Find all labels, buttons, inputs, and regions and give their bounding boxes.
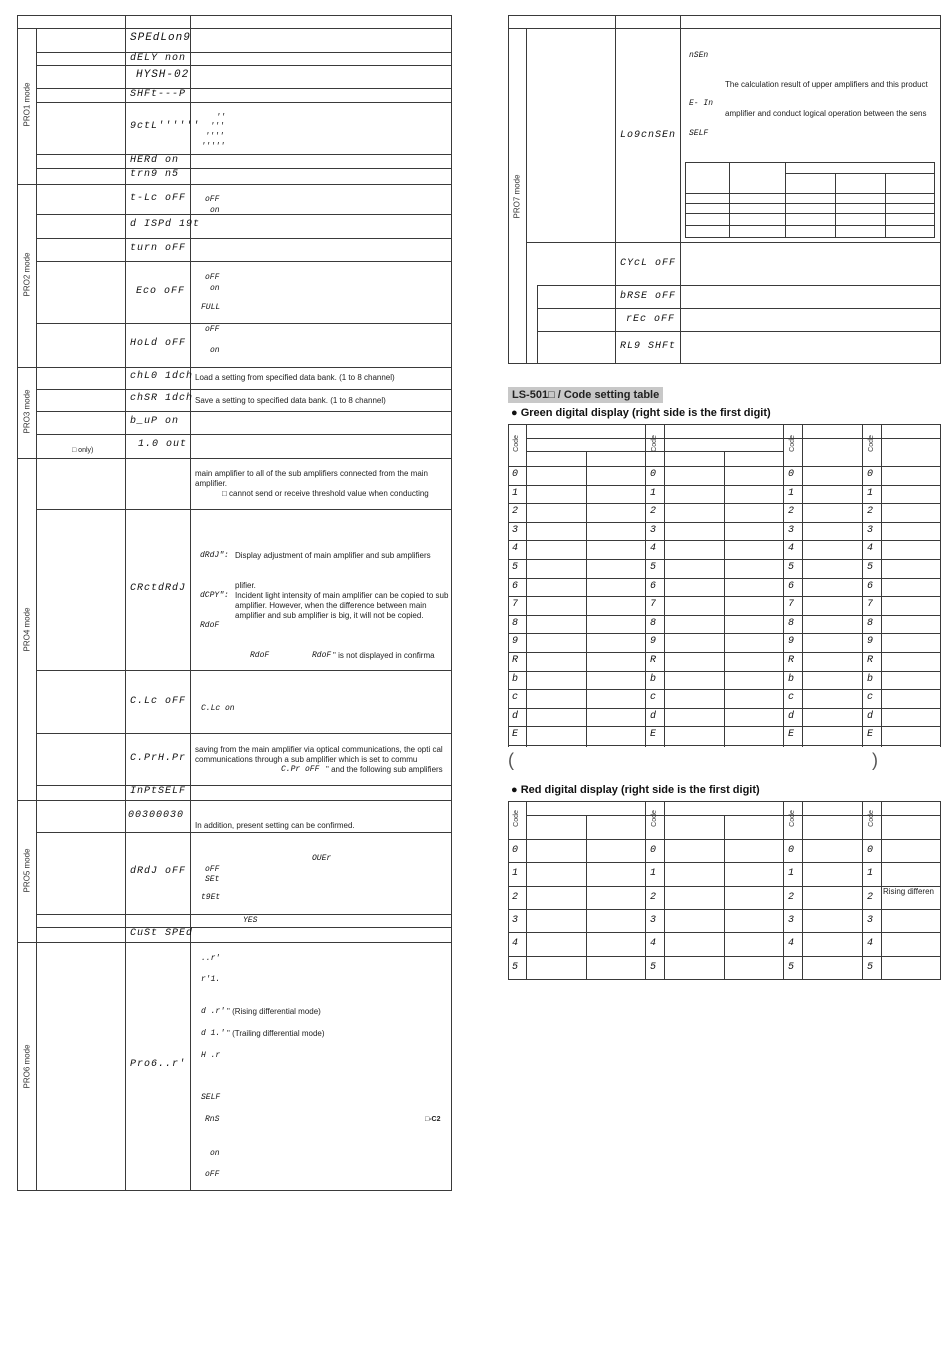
pro2-code-tlc: t-Lc oFF [130,193,187,204]
mode-label-pro3: PRO3 mode [22,389,32,434]
pro4-not-displayed: " is not displayed in confirma [333,651,435,660]
red-code-header-1: Code [512,810,520,827]
green-code-cell: b [512,673,519,685]
green-paren-close: ) [872,750,878,770]
red-code-cell: 1 [650,868,657,880]
red-code-cell: 4 [867,938,874,950]
red-code-cell: 0 [512,845,519,856]
red-code-cell: 5 [867,961,874,973]
pro2-hold-on: on [210,346,220,355]
pro2-tlc-on: on [210,206,220,215]
pro4-threshold-text: □ cannot send or receive threshold value when conducting [222,489,429,498]
green-code-cell: 8 [867,617,874,629]
pro6-item-on: on [210,1149,220,1158]
red-code-cell: 3 [788,914,795,926]
pro7-code-cycl: CYcL oFF [620,258,677,269]
pro1-code-gctl: 9ctL'''''' [130,121,201,132]
pro2-eco-on: on [210,284,220,293]
mode-label-pro4: PRO4 mode [22,607,32,652]
red-code-header-2: Code [650,810,658,827]
pro4-following: " and the following sub amplifiers [326,765,443,774]
red-code-cell: 0 [650,845,657,856]
pro5-dadj-off: oFF [205,865,220,874]
pro4-cpr-off: C.Pr oFF [281,765,320,774]
pro4-saving-text: saving from the main amplifier via optical communications, the opti cal communications through a sub amplifier which is set to commu [195,745,443,764]
green-code-cell: 6 [512,580,519,592]
pro4-dadj-label: dRdJ": [200,551,229,560]
pro1-code-trng: trn9 n5 [130,169,180,180]
green-code-cell: 1 [867,487,874,499]
green-code-cell: b [650,673,657,685]
red-code-cell: 5 [788,961,795,973]
pro6-c2: □-C2 [425,1116,441,1123]
green-code-cell: d [650,710,657,722]
pro4-adof-2: RdoF [250,651,270,660]
pro5-yes: YES [243,916,258,925]
red-code-cell: 1 [867,868,874,880]
green-code-cell: 1 [650,487,657,499]
pro7-logic-text-2: amplifier and conduct logical operation between the sens [725,109,927,118]
red-code-cell: 2 [512,891,519,903]
red-code-header-3: Code [788,810,796,827]
red-code-cell: 0 [788,845,795,856]
red-display-heading: ● Red digital display (right side is the first digit) [511,784,760,796]
red-code-cell: 5 [512,961,519,973]
green-code-cell: 6 [650,580,657,592]
green-code-cell: 8 [650,617,657,629]
pro3-load-note: Load a setting from specified data bank. (1 to 8 channel) [195,373,395,382]
green-code-cell: 8 [512,617,519,629]
pro6-item-off: oFF [205,1170,220,1179]
green-code-cell: R [788,655,795,666]
pro3-code-io: 1.0 out [138,439,188,450]
green-code-cell: 2 [512,506,519,518]
pro4-code-cactdadj: CRctdRdJ [130,583,187,594]
green-code-cell: 2 [867,506,874,518]
pro7-logic-text-1: The calculation result of upper amplifiers and this product [725,80,928,89]
pro1-gctl-sub-1: '' [216,113,226,122]
pro4-code-inptself: InPtSELF [130,786,187,797]
green-code-cell: 5 [650,562,657,573]
red-code-cell: 4 [650,938,657,950]
pro6-item-rising: d .r' [201,1007,226,1016]
pro1-code-shft: SHFt---P [130,89,187,100]
red-code-cell: 3 [650,914,657,926]
green-code-cell: E [788,729,795,741]
green-code-cell: 2 [650,506,657,518]
pro2-hold-off: oFF [205,325,220,334]
pro4-plifier: plifier. [235,581,256,590]
green-code-cell: 1 [512,487,519,499]
green-code-cell: 7 [788,599,795,611]
green-code-cell: c [650,692,657,704]
pro3-save-note: Save a setting to specified data bank. (1 to 8 channel) [195,396,386,405]
code-table-title: LS-501□ / Code setting table [508,387,663,403]
pro4-dcpy-label: dCPY": [200,591,229,600]
pro6-code-prog: Pro6..r' [130,1059,187,1070]
pro1-code-hysh: HYSH-02 [136,69,190,81]
mode-label-pro2: PRO2 mode [22,252,32,297]
pro6-rising-text: " (Rising differential mode) [227,1007,321,1016]
pro6-item-self: SELF [201,1093,221,1102]
red-code-cell: 2 [867,891,874,903]
pro4-adof: RdoF [200,621,220,630]
green-code-cell: c [788,692,795,704]
red-code-cell: 1 [512,868,519,880]
green-code-cell: 9 [788,636,795,648]
green-code-cell: b [867,673,874,685]
pro4-adof-3: RdoF [312,651,332,660]
pro4-clc-on: C.Lc on [201,704,235,713]
green-code-cell: E [512,729,519,741]
pro2-tlc-off: oFF [205,195,220,204]
green-code-cell: E [867,729,874,741]
green-code-cell: 7 [512,599,519,611]
green-code-cell: 3 [867,524,874,536]
green-code-cell: 5 [867,562,874,573]
green-code-cell: R [650,655,657,666]
green-code-cell: 5 [512,562,519,573]
red-code-cell: 2 [788,891,795,903]
green-code-cell: 6 [867,580,874,592]
green-code-cell: b [788,673,795,685]
pro7-logic-self: SELF [689,129,709,138]
green-code-cell: 1 [788,487,795,499]
green-code-cell: 8 [788,617,795,629]
pro6-item-h: H .r [201,1051,221,1060]
mode-label-pro7: PRO7 mode [512,174,522,219]
green-code-cell: 3 [788,524,795,536]
pro2-code-eco: Eco oFF [136,286,186,297]
pro5-dadj-set: SEt [205,875,220,884]
pro5-over: OUEr [312,854,332,863]
pro6-item-2: r'1. [201,975,221,984]
green-code-cell: 4 [867,543,874,555]
pro5-code-00300030: 00300030 [128,810,185,821]
green-code-cell: 0 [788,469,795,480]
pro5-dadj-tget: t9Et [201,893,221,902]
pro7-logic-ein: E- In [689,99,714,108]
green-code-cell: d [512,710,519,722]
green-code-cell: 2 [788,506,795,518]
pro4-dcpy-text: Incident light intensity of main amplifier can be copied to sub amplifier. However, when the difference between main amplifier and sub amplifier is big, it will not be copied. [235,591,449,620]
red-code-cell: 1 [788,868,795,880]
pro1-gctl-sub-2: ''' [210,122,225,131]
pro4-code-clc: C.Lc oFF [130,696,187,707]
pro4-dadj-text: Display adjustment of main amplifier and sub amplifiers [235,551,431,560]
green-code-cell: R [512,655,519,666]
green-code-cell: 7 [650,599,657,611]
green-code-cell: 3 [650,524,657,536]
pro3-code-chlo: chL0 1dch [130,371,194,382]
green-code-cell: 0 [512,469,519,480]
pro7-code-logicsen: Lo9cnSEn [620,130,677,141]
pro7-code-alg: RL9 SHFt [620,341,677,352]
green-code-cell: 9 [650,636,657,648]
pro4-code-cprhpr: C.PrH.Pr [130,753,187,764]
green-code-cell: 4 [512,543,519,555]
green-code-cell: R [867,655,874,666]
green-code-cell: 7 [867,599,874,611]
red-code-header-4: Code [867,810,875,827]
pro6-trailing-text: " (Trailing differential mode) [227,1029,325,1038]
mode-label-pro6: PRO6 mode [22,1044,32,1089]
green-code-header-3: Code [788,435,796,452]
pro3-only-note: □ only) [72,447,94,454]
green-display-heading: ● Green digital display (right side is the first digit) [511,407,771,419]
green-code-cell: 0 [650,469,657,480]
green-code-cell: 6 [788,580,795,592]
green-code-cell: c [867,692,874,704]
green-paren-open: ( [508,750,514,770]
pro6-item-ans: RnS [205,1115,220,1124]
mode-label-pro1: PRO1 mode [22,82,32,127]
pro7-code-base: bRSE oFF [620,291,677,302]
pro1-gctl-sub-3: '''' [205,132,225,141]
green-code-cell: 0 [867,469,874,480]
pro4-main-amp-text: main amplifier to all of the sub amplifiers connected from the main amplifier. [195,469,428,488]
pro5-present-note: In addition, present setting can be confirmed. [195,821,355,830]
pro1-gctl-sub-4: ''''' [201,142,226,151]
pro2-code-hold: HoLd oFF [130,338,187,349]
red-code-cell: 3 [867,914,874,926]
pro5-code-custsped: CuSt SPEd [130,928,194,939]
pro1-code-herd: HERd on [130,155,180,166]
pro2-code-turn: turn oFF [130,243,187,254]
green-code-cell: d [867,710,874,722]
red-code-cell: 4 [512,938,519,950]
red-code-cell: 0 [867,845,874,856]
green-code-header-2: Code [650,435,658,452]
pro3-code-bup: b_uP on [130,416,180,427]
pro7-code-rec: rEc oFF [626,314,676,325]
red-code-cell: 4 [788,938,795,950]
pro3-code-chsa: chSR 1dch [130,393,194,404]
pro2-eco-full: FULL [201,303,221,312]
pro5-code-dadj: dRdJ oFF [130,866,187,877]
pro6-item-trailing: d 1.' [201,1029,226,1038]
green-code-cell: 4 [650,543,657,555]
pro1-code-spedlong: SPEdLon9 [130,32,191,44]
green-code-cell: 3 [512,524,519,536]
pro2-code-dispdigit: d ISPd 19t [130,219,201,230]
green-code-cell: c [512,692,519,704]
green-code-header-1: Code [512,435,520,452]
pro7-logic-nsen: nSEn [689,51,709,60]
mode-label-pro5: PRO5 mode [22,848,32,893]
green-code-cell: E [650,729,657,741]
green-code-header-4: Code [867,435,875,452]
green-code-cell: 4 [788,543,795,555]
pro2-eco-off: oFF [205,273,220,282]
red-rising-note: Rising differen [883,887,934,896]
green-code-cell: d [788,710,795,722]
red-code-cell: 2 [650,891,657,903]
red-code-cell: 3 [512,914,519,926]
green-code-cell: 5 [788,562,795,573]
green-code-cell: 9 [512,636,519,648]
pro1-code-dely: dELY non [130,53,187,64]
pro6-item-1: ..r' [201,954,221,963]
red-code-cell: 5 [650,961,657,973]
green-code-cell: 9 [867,636,874,648]
